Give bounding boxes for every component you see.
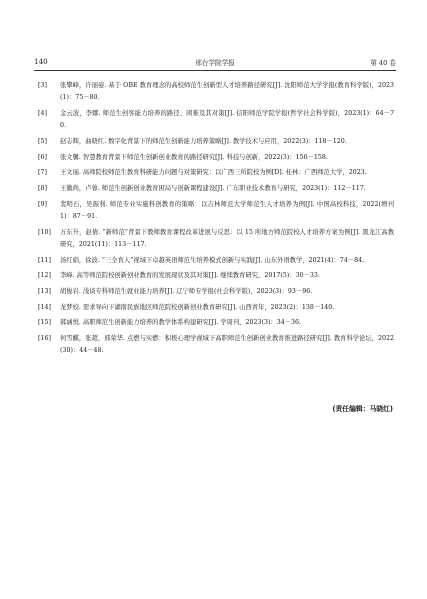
volume-label: 第 40 卷: [370, 59, 396, 67]
reference-item: [38, 136, 394, 148]
reference-text: 郝涵悦. 高职师范生创新能力培养的教学体系构建研究[J]. 学周刊，2023(3)：34－36.: [60, 319, 302, 327]
responsible-editor-note: (责任编辑：马晓红): [332, 405, 393, 413]
reference-text: 万东升，赵倩. “新师范”背景下教师教育课程改革进展与反思：以 15 所地方师范院校人才培养方案为例[J]. 黑龙江高教研究，2021(11)：113－117.: [60, 228, 394, 248]
reference-text: 王徽尚，卢蓉. 师范生创新创业教育困局与创新课程建设[J]. 广东职业技术教育与研究，2023(1)：112－117.: [60, 185, 366, 193]
reference-item: [38, 286, 394, 298]
reference-item: [38, 108, 394, 133]
reference-text: 赵志辉，曲晓红. 数字化背景下的师范生创新能力培养策略[J]. 教学技术与应用，2022(3)：118－120.: [60, 137, 347, 145]
reference-text: 何雪麒，张超，邢荣华. 点燃与实燃：积极心理学视域下高职师范生创新创业教育推进路径研究[J]. 教育科学论坛，2022(30)：44－48.: [60, 335, 394, 355]
reference-item: [38, 227, 394, 252]
reference-number: [8]: [38, 185, 47, 193]
journal-title: 邢台学院学报: [195, 59, 235, 67]
reference-number: [6]: [38, 153, 47, 161]
reference-item: [38, 152, 394, 164]
reference-number: [4]: [38, 109, 47, 117]
reference-item: [38, 167, 394, 179]
reference-item: [38, 302, 394, 314]
reference-number: [7]: [38, 169, 47, 177]
reference-text: 张文馨. 智慧教育背景下师范生创新创业教育的路径研究[J]. 科技与创新，2022(3)：156－158.: [60, 153, 328, 161]
reference-number: [3]: [38, 82, 47, 89]
reference-item: [38, 317, 394, 329]
reference-text: 王文丽. 高师院校师范生教育科研能力问题与对策研究：以广西三所院校为例[D]. 桂林：广西师范大学，2023.: [60, 169, 367, 177]
reference-number: [13]: [38, 288, 51, 296]
reference-number: [5]: [38, 137, 47, 145]
reference-list: [38, 80, 394, 361]
reference-text: 汤红娟，徐波. “三全育人”视域下卓越英语师范生培养模式创新与实践[J]. 山东外语教学，2021(4)：74－84.: [60, 256, 365, 264]
reference-item: [38, 199, 394, 224]
reference-text: 张攀峰，许丽姿. 基于 OBE 教育理念的高校师范生创新型人才培养路径研究[J]. 沈阳师范大学学报(教育科学版)，2023(1)：75－80.: [60, 82, 394, 102]
reference-number: [10]: [38, 228, 51, 236]
page-header: [34, 56, 396, 71]
reference-item: [38, 255, 394, 267]
reference-number: [14]: [38, 303, 51, 311]
reference-text: 龙梦姣. 需求导向下湖南民族地区师范院校创新创业教育研究[J]. 山西青年，2023(2)：138－140.: [60, 303, 335, 311]
reference-text: 李峰. 高等师范院校创新创业教育的发展现状及其对策[J]. 继续教育研究，2017(5)：30－33.: [60, 272, 320, 280]
reference-item: [38, 80, 394, 105]
reference-number: [9]: [38, 200, 47, 208]
reference-item: [38, 333, 394, 358]
reference-number: [15]: [38, 319, 51, 327]
reference-text: 金云波，李娜. 师范生创客能力培养的路径、困难及其对策[J]. 信阳师范学院学报(哲学社会科学版)，2023(1)：64－70.: [60, 109, 394, 130]
reference-number: [11]: [38, 256, 51, 264]
reference-text: 裴明石，吴振利. 师范专业实施科创教育的策略：以吉林师范大学师范生人才培养为例[J]. 中国高校科技，2022(增刊 1)：87－91.: [60, 200, 394, 221]
reference-text: 胡俊岩. 浅谈专科师范生就业能力培养[J]. 辽宁师专学报(社会科学版)，2023(3)：93－96.: [60, 288, 313, 296]
page-number: 140: [34, 57, 48, 66]
reference-item: [38, 183, 394, 195]
reference-item: [38, 270, 394, 282]
reference-number: [16]: [38, 335, 51, 343]
reference-number: [12]: [38, 272, 51, 280]
